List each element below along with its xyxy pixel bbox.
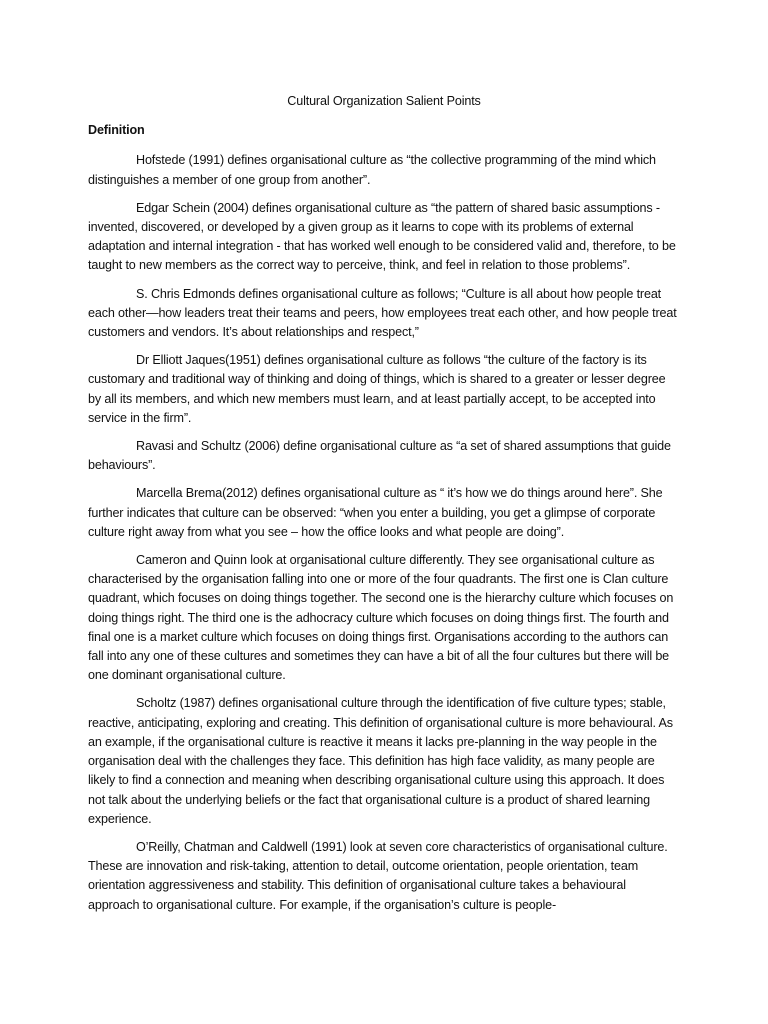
document-title: Cultural Organization Salient Points bbox=[287, 94, 481, 108]
section-heading-definition: Definition bbox=[88, 123, 145, 138]
paragraph-oreilly: O’Reilly, Chatman and Caldwell (1991) look at seven core characteristics of organisational culture. These are innovation and risk-taking, attention to detail, outcome orientation, people orientation, team orientation aggressiveness and stability. This definition of organisational culture takes a behavioural approach to organisational culture. For example, if the organisation’s culture is people- bbox=[88, 839, 668, 912]
paragraph-ravasi-schultz: Ravasi and Schultz (2006) define organisational culture as “a set of shared assumptions that guide behaviours”. bbox=[88, 439, 671, 473]
paragraph-hofstede: Hofstede (1991) defines organisational culture as “the collective programming of the mind which distinguishes a member of one group from another”. bbox=[88, 153, 656, 187]
paragraph-schein: Edgar Schein (2004) defines organisational culture as “the pattern of shared basic assumptions - invented, discovered, or developed by a given group as it learns to cope with its problems of external adaptation and internal integration - that has worked well enough to be considered valid and, therefore, to be taught to new members as the correct way to perceive, think, and feel in relation to those problems”. bbox=[88, 200, 676, 273]
paragraph-brema: Marcella Brema(2012) defines organisational culture as “ it’s how we do things around here”. She further indicates that culture can be observed: “when you enter a building, you get a glimpse of corporate culture right away from what you see – how the office looks and what people are doing”. bbox=[88, 486, 663, 539]
paragraph-cameron-quinn: Cameron and Quinn look at organisational culture differently. They see organisational culture as characterised by the organisation falling into one or more of the four quadrants. The first one is Clan culture quadrant, which focuses on doing things together. The second one is the hierarchy culture which focuses on doing things right. The third one is the adhocracy culture which focuses on doing things first. The fourth and final one is a market culture which focuses on doing things first. Organisations according to the authors can fall into any one of these cultures and sometimes they can have a bit of all the four cultures but there will be one dominant organisational culture. bbox=[88, 553, 674, 683]
paragraph-edmonds: S. Chris Edmonds defines organisational culture as follows; “Culture is all about how people treat each other—how leaders treat their teams and peers, how employees treat each other, and how people treat customers and vendors. It’s about relationships and respect,” bbox=[88, 286, 677, 340]
paragraph-jaques: Dr Elliott Jaques(1951) defines organisational culture as follows “the culture of the factory is its customary and traditional way of thinking and doing of things, which is shared to a greater or lesser degree by all its members, and which new members must learn, and at least partially accept, to be accepted into service in the firm”. bbox=[88, 353, 666, 425]
document-page bbox=[88, 92, 680, 924]
paragraph-scholtz: Scholtz (1987) defines organisational culture through the identification of five culture types; stable, reactive, anticipating, exploring and creating. This definition of organisational culture is more behavioural. As an example, if the organisational culture is reactive it means it lacks pre-planning in the way people in the organisation deal with the challenges they face. This definition has high face validity, as many people are likely to find a connection and meaning when describing organisational culture using this approach. It does not talk about the underlying beliefs or the fact that organisational culture is a product of shared learning experience. bbox=[88, 696, 673, 826]
